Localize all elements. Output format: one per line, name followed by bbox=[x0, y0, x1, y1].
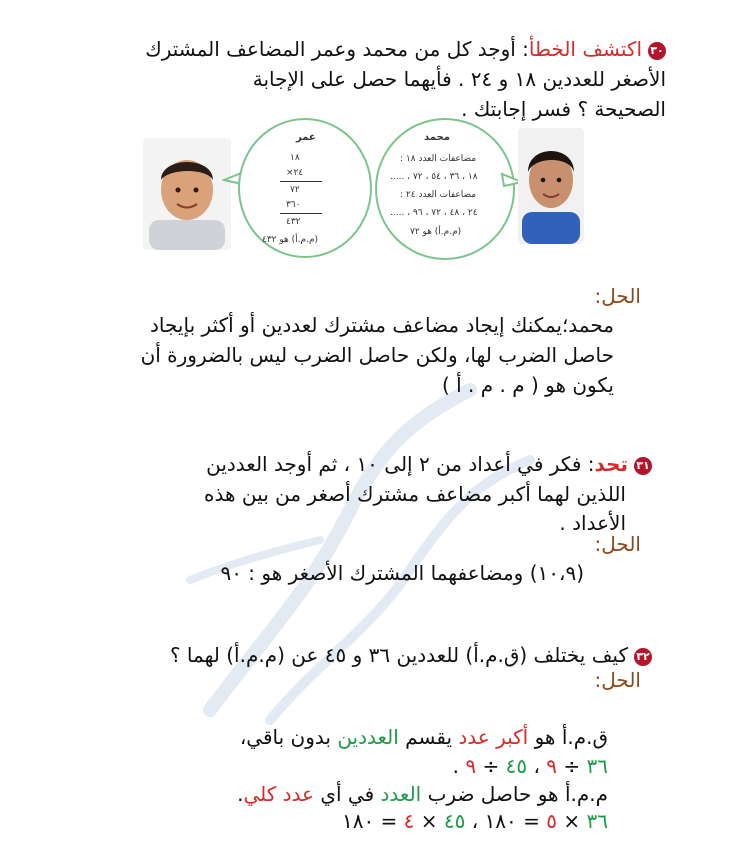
q31-number-badge: ٣١ bbox=[634, 457, 652, 475]
s32-label: الحل: bbox=[594, 668, 641, 692]
two-numbers-term: العددين bbox=[337, 725, 399, 749]
q31-line3: الأعداد . bbox=[559, 511, 626, 535]
boy-portrait-icon bbox=[518, 128, 584, 244]
mohammed-line-4: ٢٤ ، ٤٨ ، ٧٢ ، ٩٦ ، ..... bbox=[390, 208, 478, 218]
s32-line3: م.م.أ هو حاصل ضرب العدد في أي عدد كلي. bbox=[237, 782, 608, 806]
q30-title: اكتشف الخطأ bbox=[528, 37, 642, 61]
s32-line4: ٣٦ × ٥ = ١٨٠ ، ٤٥ × ٤ = ١٨٠ bbox=[341, 809, 608, 833]
q32-text: كيف يختلف (ق.م.أ) للعددين ٣٦ و ٤٥ عن (م.م.أ) لهما ؟ bbox=[169, 643, 628, 667]
q31-line1 bbox=[206, 449, 652, 479]
q31-text-1: فكر في أعداد من ٢ إلى ١٠ ، ثم أوجد العددين bbox=[206, 452, 588, 476]
q30-line1 bbox=[145, 34, 666, 64]
s30-label: الحل: bbox=[594, 284, 641, 308]
s30-line3: يكون هو ( م . م . أ ) bbox=[441, 373, 614, 397]
s30-line1: محمد؛يمكنك إيجاد مضاعف مشترك لعددين أو أكثر بإيجاد bbox=[150, 313, 614, 337]
largest-number-term: أكبر عدد bbox=[458, 725, 529, 749]
mohammed-line-3: مضاعفات العدد ٢٤ : bbox=[400, 190, 477, 200]
omar-line-1: ١٨ bbox=[290, 153, 300, 163]
s31-line1: (١٠،٩) ومضاعفهما المشترك الأصغر هو : ٩٠ bbox=[220, 561, 584, 585]
mohammed-line-1: مضاعفات العدد ١٨ : bbox=[400, 154, 477, 164]
mohammed-name: محمد bbox=[424, 132, 450, 143]
q30-line2: الأصغر للعددين ١٨ و ٢٤ . فأيهما حصل على الإجابة bbox=[252, 67, 666, 91]
omar-name: عمر bbox=[296, 132, 316, 143]
q30-text-1: أوجد كل من محمد وعمر المضاعف المشترك bbox=[145, 37, 523, 61]
q30-number-badge: ٣٠ bbox=[648, 42, 666, 60]
q31-colon: : bbox=[587, 452, 595, 476]
boy-portrait-icon bbox=[143, 138, 231, 250]
mohammed-line-2: ١٨ ، ٣٦ ، ٥٤ ، ٧٢ ، ..... bbox=[390, 172, 478, 182]
s32-line2: ٣٦ ÷ ٩ ، ٤٥ ÷ ٩ . bbox=[452, 754, 608, 778]
omar-photo bbox=[143, 138, 231, 250]
omar-line-6: (م.م.أ) هو ٤٣٢ bbox=[262, 235, 319, 245]
s30-line2: حاصل الضرب لها، ولكن حاصل الضرب ليس بالضرورة أن bbox=[140, 343, 614, 367]
q32-line1 bbox=[170, 640, 652, 670]
s31-label: الحل: bbox=[594, 532, 641, 556]
whole-number-term: عدد كلي bbox=[243, 782, 314, 806]
s32-line1: ق.م.أ هو أكبر عدد يقسم العددين بدون باقي، bbox=[239, 725, 608, 749]
mohammed-photo bbox=[518, 128, 584, 244]
q32-number-badge: ٣٢ bbox=[634, 648, 652, 666]
number-term: العدد bbox=[380, 782, 422, 806]
q30-line3: الصحيحة ؟ فسر إجابتك . bbox=[461, 97, 666, 121]
q30-colon: : bbox=[522, 37, 529, 61]
omar-line-5: ٤٣٢ bbox=[286, 217, 301, 227]
omar-rule-2 bbox=[280, 213, 322, 214]
omar-line-3: ٧٢ bbox=[290, 185, 300, 195]
q31-line2: اللذين لهما أكبر مضاعف مشترك أصغر من بين هذه bbox=[204, 482, 626, 506]
q31-title: تحد bbox=[594, 452, 628, 476]
mohammed-line-5: (م.م.أ) هو ٧٢ bbox=[410, 227, 462, 237]
omar-rule-1 bbox=[280, 181, 322, 182]
omar-line-2: ٢٤× bbox=[286, 168, 304, 178]
omar-line-4: ٣٦٠ bbox=[286, 200, 301, 210]
